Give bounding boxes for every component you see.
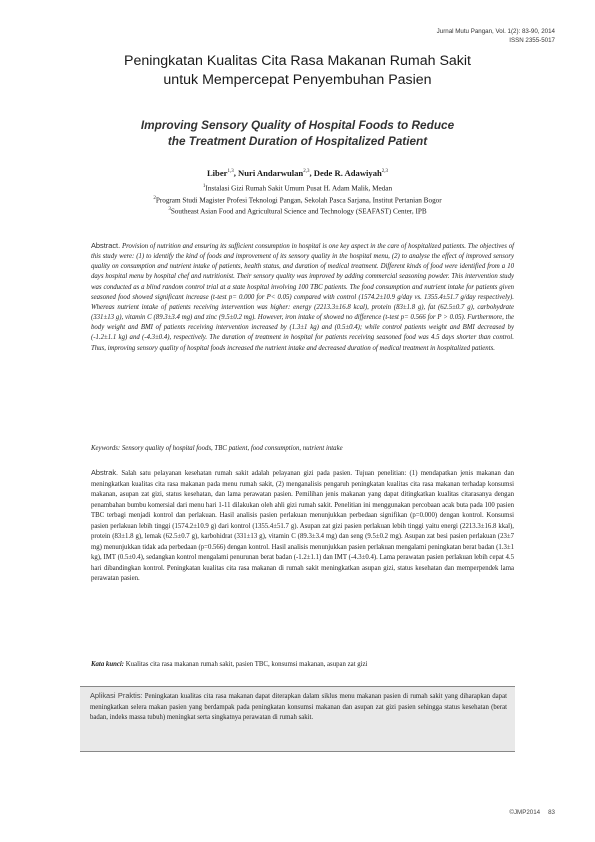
author: Liber$^{1,3}$ <box>206 167 234 178</box>
page-footer <box>509 809 555 816</box>
abstrak-body: Salah satu pelayanan kesehatan rumah sakit adalah pelayanan gizi pada pasien. Tujuan penelitian: (1) mendapatkan jenis makanan dan meningkatkan kualitas cita rasa makanan pada menu rumah sakit, (2) menganalisis pengaruh peningkatan kualitas cita rasa makanan terhadap konsumsi makanan, asupan zat gizi, status kesehatan, dan lama perawatan pasien. Pemilihan jenis makanan yang dapat ditingkatkan kualitas citarasanya dengan penambahan bumbu komersial dari menu hari 1-11 dilakukan oleh ahli gizi rumah sakit. Penelitian ini menggunakan percobaan acak buta pada 100 pasien TBC terbagi menjadi kontrol dan perlakuan. Hasil analisis pasien perlakuan menunjukkan perbedaan signifikan (p=0.000) dengan kontrol. Konsumsi pasien perlakuan lebih tinggi (1574.2±10.9 g) dari kontrol (1355.4±51.7 g). Asupan zat gizi pasien perlakuan lebih tinggi yaitu energi (2213.3±16.8 kkal), protein (83±1.8 g), lemak (62.5±0.7 g), karbohidrat (331±13 g), vitamin C (89.3±3.4 mg) dan seng (9.5±0.2 mg). Asupan zat besi pasien perlakuan (23±7 mg) menunjukkan tidak ada perbedaan (p=0.566) dengan kontrol. Hasil analisis menunjukkan pasien perlakuan mengalami peningkatan berat badan (1.3±1 kg), IMT (0.5±0.4), sedangkan kontrol mengalami penurunan berat badan (-1.2±1.1) dan IMT (-4.3±0.4). Lama perawatan pasien perlakuan lebih cepat 4.5 hari dibandingkan kontrol. Peningkatan kualitas cita rasa makanan di rumah sakit meningkatkan asupan gizi, status kesehatan dan memperpendek lama perawatan pasien. <box>91 470 514 582</box>
abstract-indonesian <box>91 468 514 585</box>
title-id-line-1: Peningkatan Kualitas Cita Rasa Makanan Rumah Sakit <box>124 53 471 69</box>
copyright: ©JMP2014 <box>509 809 541 816</box>
practical-application-text <box>90 691 507 724</box>
title-en-line-1: Improving Sensory Quality of Hospital Foods to Reduce <box>140 118 455 132</box>
affiliation: $^3$Southeast Asian Food and Agricultural Science and Technology (SEAFAST) Center, IPB <box>168 207 427 216</box>
journal-header <box>437 27 555 45</box>
kata-kunci-label: Kata kunci: <box>91 661 125 668</box>
affiliation: $^2$Program Studi Magister Profesi Teknologi Pangan, Sekolah Pasca Sarjana, Institut Pertanian Bogor <box>153 195 442 204</box>
author: Nuri Andarwulan$^{2,3}$ <box>238 167 310 178</box>
author: Dede R. Adawiyah$^{2,3}$ <box>313 167 389 178</box>
aplikasi-body: Peningkatan kualitas cita rasa makanan dapat diterapkan dalam siklus menu makanan pasien di rumah sakit yang diharapkan dapat meningkatkan selera makan pasien yang berdampak pada peningkatan konsumsi makanan dan asupan zat gizi pasien sehingga status kesehatan (berat badan, indeks massa tubuh) meningkat serta singkatnya perawatan di rumah sakit. <box>90 693 507 721</box>
practical-application-box <box>80 686 515 752</box>
journal-citation: Jurnal Mutu Pangan, Vol. 1(2): 83-90, 2014 <box>436 28 555 35</box>
keywords-text: Sensory quality of hospital foods, TBC patient, food consumption, nutrient intake <box>121 445 343 452</box>
title-indonesian <box>40 52 555 89</box>
journal-issn: ISSN 2355-5017 <box>509 37 555 44</box>
keywords-english <box>91 444 514 454</box>
kata-kunci-text: Kualitas cita rasa makanan rumah sakit, pasien TBC, konsumsi makanan, asupan zat gizi <box>125 661 368 668</box>
abstract-body: Provision of nutrition and ensuring its sufficient consumption in hospital is one key aspect in the care of hospitalized patients. The objectives of this study were: (1) to identify the kind of foods and improvement of its sensory quality in the hospital menu, (2) to analyse the effect of improved sensory quality on consumption and nutrient intake of patients, health status, and duration of medical treatment. Different kinds of food were identified from a 10 days hospital menu by hospital chef and nutritionist. Their sensory quality was improved by adding commercial seasoning powder. This intervention study was conducted as a blind random control trial at a state hospital involving 100 TBC patients. The food consumption and nutrient intake for patients given seasoned food showed significant increase (t-test p= 0.000 for P< 0.05) compared with control (1574.2±10.9 g/day vs. 1355.4±51.7 g/day respectively). Whereas nutrient intake of patients receiving intervention was higher: energy (2213.3±16.8 kcal), protein (83±1.8 g), fat (62.5±0.7 g), carbohydrate (331±13 g), vitamin C (89.3±3.4 mg) and zinc (9.5±0.2 mg). However, iron intake of showed no difference (t-test p= 0.566 for P > 0.05). Furthermore, the body weight and BMI of patients receiving intervention increased by (1.3±1 kg) and (0.5±0.4); while control patients weight and BMI decreased by (-1.2±1.1 kg) and (-4.3±0.4), respectively. The duration of treatment in hospital for patients receiving seasoned food was 4.5 days shorter than control. Thus, improving sensory quality of hospital foods increased the nutrient intake and decreased duration of medical treatment in hospitalized patients. <box>91 243 514 352</box>
abstract-english <box>91 241 514 354</box>
author-list: Liber$^{1,3}$, Nuri Andarwulan$^{2,3}$, Dede R. Adawiyah$^{2,3}$ <box>206 167 389 178</box>
title-id-line-2: untuk Mempercepat Penyembuhan Pasien <box>163 71 432 88</box>
aplikasi-label: Aplikasi Praktis: <box>90 691 143 700</box>
page-number: 83 <box>548 809 555 816</box>
keywords-indonesian <box>91 660 514 670</box>
title-english <box>40 118 555 149</box>
affiliation: $^1$Instalasi Gizi Rumah Sakit Umum Pusat H. Adam Malik, Medan <box>202 184 393 193</box>
title-en-line-2: the Treatment Duration of Hospitalized Patient <box>167 133 428 148</box>
affiliation-list <box>40 182 555 217</box>
keywords-label: Keywords: <box>91 445 121 452</box>
abstract-label: Abstract. <box>91 241 121 250</box>
abstrak-label: Abstrak. <box>91 468 119 477</box>
